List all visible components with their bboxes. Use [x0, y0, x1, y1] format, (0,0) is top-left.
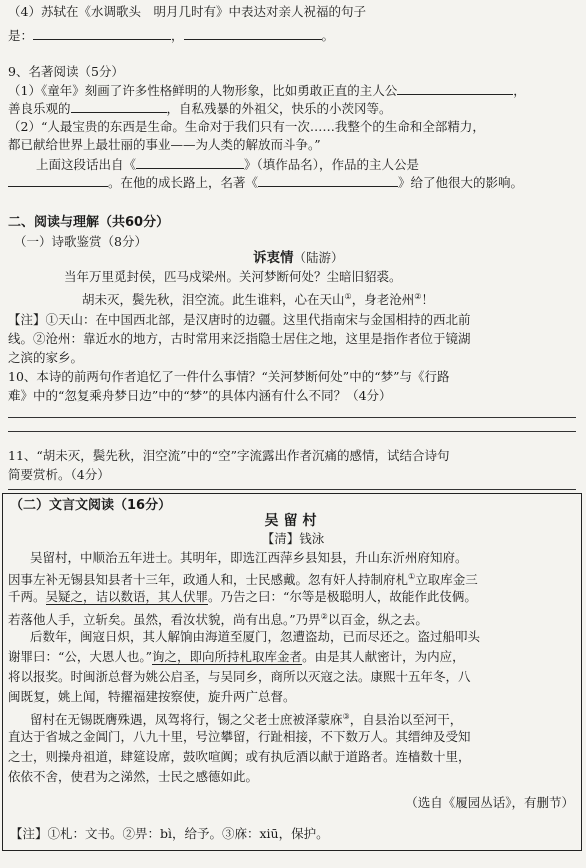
classical-note-mark-3: ③ — [342, 712, 350, 721]
classical-p2-line3: 将以报奖。时闽浙总督为姚公启圣，与吴同乡，商所以灭寇之法。康熙十五年冬，八 — [8, 669, 471, 684]
q8-4-end: 。 — [321, 28, 335, 43]
q8-4-sep: ， — [171, 28, 184, 43]
q9-1-text-a: （1）《童年》刻画了许多性格鲜明的人物形象，比如勇敢正直的主人公 — [8, 83, 398, 98]
q10-answer-line-1[interactable] — [8, 417, 576, 418]
classical-note-mark-2: ② — [320, 612, 328, 621]
classical-p2-line4: 闽既复，姚上闻，特擢福建按察使，旋升两广总督。 — [8, 689, 296, 704]
poem-title-line — [253, 250, 344, 266]
q9-2-text-d: 》（填作品名），作品的主人公是 — [244, 157, 420, 172]
classical-p2-line1: 后数年，闽寇日炽，其人解饷由海道至厦门，忽遭盗劫，已而尽还之。盗过船叩头 — [30, 629, 481, 644]
q10-line-1: 10、本诗的前两句作者追忆了一件什么事情？“关河梦断何处”中的“梦”与《行路 — [8, 369, 450, 384]
q9-2-text-f: 》给了他很大的影响。 — [398, 175, 524, 190]
poem-line-2b: ，身老沧州 — [351, 292, 415, 308]
poem-mark-1: ① — [344, 292, 352, 301]
classical-p1-line2b: 立取库金三 — [415, 572, 478, 588]
classical-p1-line3a: 千两。 — [8, 589, 46, 604]
poem-line-2c: ！ — [421, 292, 434, 308]
q9-1-text-c: 善良乐观的 — [8, 101, 71, 116]
classical-p2-line2b: 。由是其人献密计，为内应， — [302, 649, 465, 664]
classical-p3-line1a: 留村在无锡既膺殊遇，凤驾将行，锡之父老士庶被泽蒙庥 — [30, 712, 343, 728]
q9-2-line3 — [36, 156, 419, 173]
classical-p3-line1 — [30, 709, 462, 728]
classical-note-mark-1: ① — [408, 572, 416, 581]
classical-p1-line4a: 若落他人手，立斩矣。虽然，看汝状貌，尚有出息。”乃畀 — [8, 612, 321, 628]
classical-p2-line2 — [8, 649, 465, 665]
classical-p1-line1: 吴留村，中顺治五年进士。其明年，即选江西萍乡县知县，升山东沂州府知府。 — [30, 550, 468, 565]
poem-author: （陆游） — [293, 250, 344, 265]
classical-p3-line2: 直达于省城之金阊门，八九十里，号泣攀留，行趾相接，不下数万人。其缙绅及受知 — [8, 729, 471, 744]
q9-2-line4 — [8, 174, 523, 191]
q9-2-line1: （2）“人最宝贵的东西是生命。生命对于我们只有一次……我整个的生命和全部精力， — [8, 119, 485, 134]
classical-source: （选自《履园丛话》，有删节） — [405, 795, 574, 810]
q8-4-prefix: 是： — [8, 28, 34, 43]
poem-mark-2: ② — [414, 292, 422, 301]
q9-1-line1 — [8, 82, 526, 99]
classical-p3-line1b: ，自县治以至河干， — [349, 712, 463, 728]
q8-4-blank-1[interactable] — [33, 27, 171, 40]
section2-sub1: （一）诗歌鉴赏（8分） — [14, 234, 147, 249]
poem-note-1: 【注】①天山：在中国西北部，是汉唐时的边疆。这里代指南宋与金国相持的西北前 — [8, 312, 471, 327]
classical-p1-line4 — [8, 609, 428, 628]
classical-p1-line3b: 。乃告之曰：“尔等是极聪明人，故能作此伎俩。 — [208, 589, 477, 604]
q9-2-line2: 都已献给世界上最壮丽的事业——为人类的解放而斗争。” — [8, 137, 321, 152]
classical-header: （二）文言文阅读（16分） — [10, 498, 172, 513]
classical-underlined-sentence-2: 询之，即向所持札取库金者 — [152, 649, 303, 664]
classical-p1-line3 — [8, 589, 477, 605]
section2-title: 二、阅读与理解（共60分） — [8, 215, 170, 230]
q9-1-text-b: ， — [513, 83, 526, 98]
poem-line-1: 当年万里觅封侯，匹马戍梁州。关河梦断何处？尘暗旧貂裘。 — [64, 269, 402, 284]
q11-answer-line[interactable] — [8, 489, 576, 490]
classical-title: 吴留村 — [264, 513, 322, 529]
classical-p3-line3: 之士，则操舟祖道，肆筵设席，鼓吹喧阗；或有执卮酒以献于道路者。连樯数十里， — [8, 749, 471, 764]
classical-p1-line4b: 以百金，纵之去。 — [327, 612, 428, 628]
poem-note-3: 之滨的家乡。 — [8, 350, 84, 365]
poem-line-2 — [82, 289, 434, 308]
q9-1-blank-1[interactable] — [397, 82, 513, 95]
classical-author: 【清】钱泳 — [261, 531, 325, 546]
q9-2-blank-book[interactable] — [258, 174, 398, 187]
classical-p2-line2a: 谢罪曰：“公，大恩人也。” — [8, 649, 153, 664]
q9-2-text-e: 。在他的成长路上，名著《 — [108, 175, 259, 190]
classical-p1-line2a: 因事左补无锡县知县者十三年，政通人和，士民感戴。忽有奸人持制府札 — [8, 572, 409, 588]
q9-1-line2 — [8, 100, 392, 117]
q9-1-text-d: ，自私残暴的外祖父，快乐的小茨冈等。 — [166, 101, 392, 116]
poem-note-2: 线。②沧州：靠近水的地方，古时常用来泛指隐士居住之地，这里是指作者位于镜湖 — [8, 331, 471, 346]
q11-line-2: 简要赏析。（4分） — [8, 467, 110, 482]
q8-4-blank-2[interactable] — [184, 27, 322, 40]
poem-title: 诉衷情 — [253, 250, 294, 266]
q9-2-blank-hero[interactable] — [8, 174, 108, 187]
q9-2-text-c: 上面这段话出自《 — [36, 157, 137, 172]
classical-underlined-sentence-1: 吴疑之，诘以数语，其人伏罪 — [45, 589, 209, 604]
q9-2-blank-work[interactable] — [136, 156, 244, 169]
poem-line-2a: 胡未灭，鬓先秋，泪空流。此生谁料，心在天山 — [82, 292, 345, 308]
q8-4-answer-line — [8, 27, 334, 44]
q10-answer-line-2[interactable] — [8, 431, 576, 432]
classical-p3-line4: 依依不舍，使君为之涕然，士民之感德如此。 — [8, 769, 259, 784]
q10-line-2: 难》中的“忽复乘舟梦日边”中的“梦”的具体内涵有什么不同？（4分） — [8, 388, 392, 403]
q9-1-blank-2[interactable] — [71, 100, 167, 113]
classical-note: 【注】①札：文书。②畀：bì，给予。③庥：xiū，保护。 — [10, 826, 329, 841]
q11-line-1: 11、“胡未灭，鬓先秋，泪空流”中的“空”字流露出作者沉痛的感情，试结合诗句 — [8, 448, 450, 463]
q9-title: 9、名著阅读（5分） — [8, 64, 124, 79]
classical-p1-line2 — [8, 569, 478, 588]
q8-4-prompt: （4）苏轼在《水调歌头 明月几时有》中表达对亲人祝福的句子 — [8, 4, 366, 19]
